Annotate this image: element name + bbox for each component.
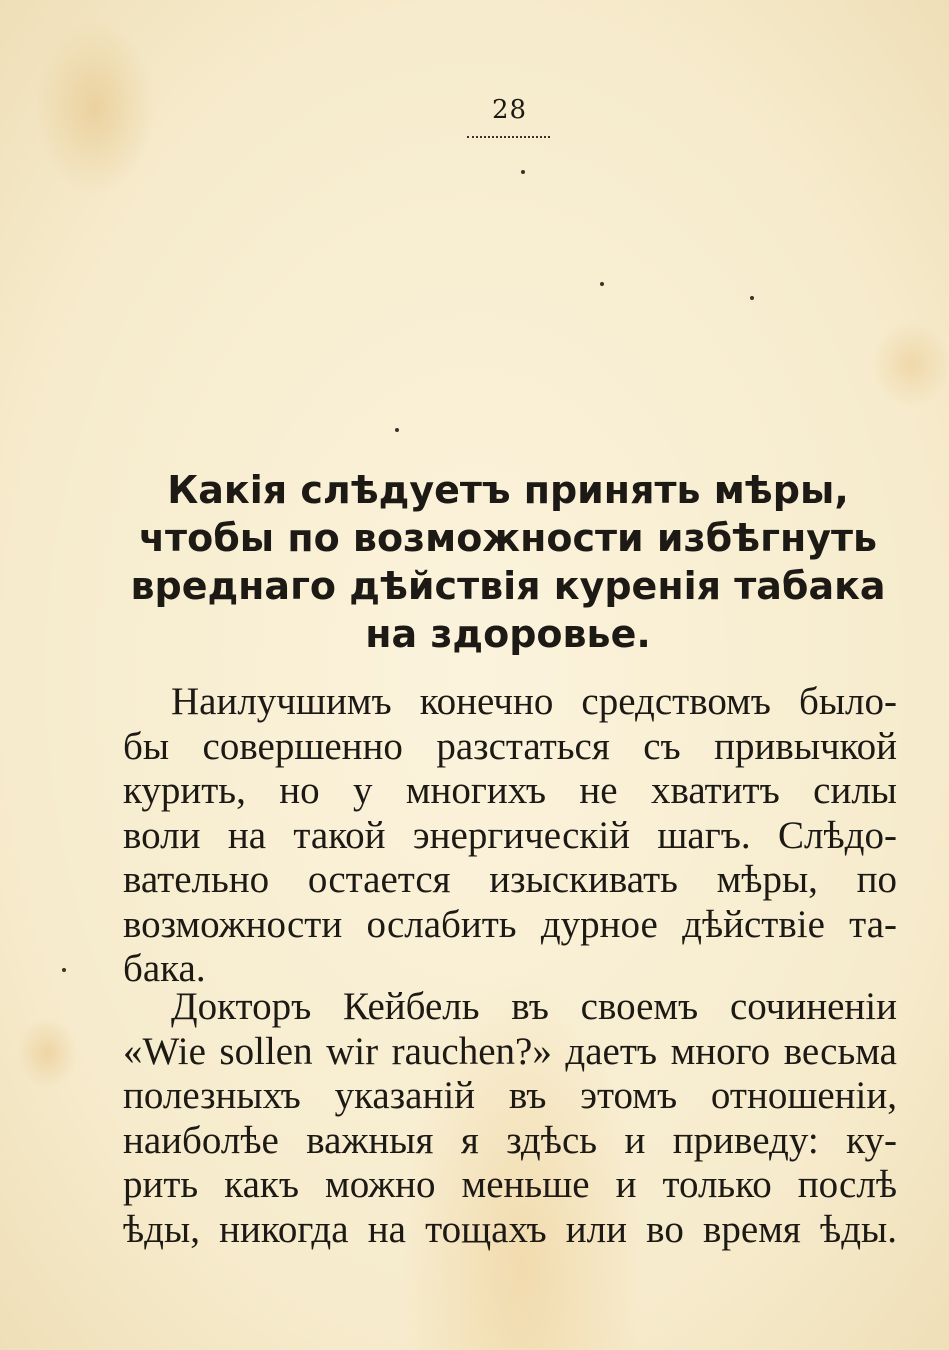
text-line: бы совершенно разстаться съ привычкой xyxy=(123,724,897,768)
paragraph-1 xyxy=(123,680,897,992)
print-speck xyxy=(521,170,525,174)
text-line: полезныхъ указаній въ этомъ отношеніи, xyxy=(123,1074,897,1117)
print-speck xyxy=(600,282,604,286)
print-speck xyxy=(395,428,399,432)
page-number: 28 xyxy=(491,95,528,125)
text-line: воли на такой энергическій шагъ. Слѣдо- xyxy=(123,813,897,857)
text-line: курить, но у многихъ не хватитъ силы xyxy=(123,769,897,812)
page-number-rule xyxy=(467,136,550,138)
text-line: Докторъ Кейбель въ своемъ сочиненіи xyxy=(171,985,897,1028)
text-line: ѣды, никогда на тощахъ или во время ѣды. xyxy=(123,1207,897,1251)
heading-line: вреднаго дѣйствія куренія табака xyxy=(130,564,886,608)
print-speck xyxy=(750,296,754,300)
text-line: вательно остается изыскивать мѣры, по xyxy=(123,858,897,901)
print-speck xyxy=(62,968,66,972)
text-line: Наилучшимъ конечно средствомъ было- xyxy=(171,680,897,723)
heading-line: чтобы по возможности избѣгнуть xyxy=(138,516,878,560)
text-line: «Wie sollen wir rauchen?» даетъ много весьма xyxy=(123,1029,897,1073)
text-line: возможности ослабить дурное дѣйствіе та- xyxy=(123,902,897,946)
chapter-heading xyxy=(120,466,896,658)
paragraph-2 xyxy=(123,985,897,1252)
text-line: рить какъ можно меньше и только послѣ xyxy=(123,1163,897,1206)
text-line: наиболѣе важныя я здѣсь и приведу: ку- xyxy=(123,1118,897,1162)
text-line: бака. xyxy=(123,947,206,990)
heading-line: Какія слѣдуетъ принять мѣры, xyxy=(167,468,849,512)
heading-line: на здоровье. xyxy=(365,612,651,656)
